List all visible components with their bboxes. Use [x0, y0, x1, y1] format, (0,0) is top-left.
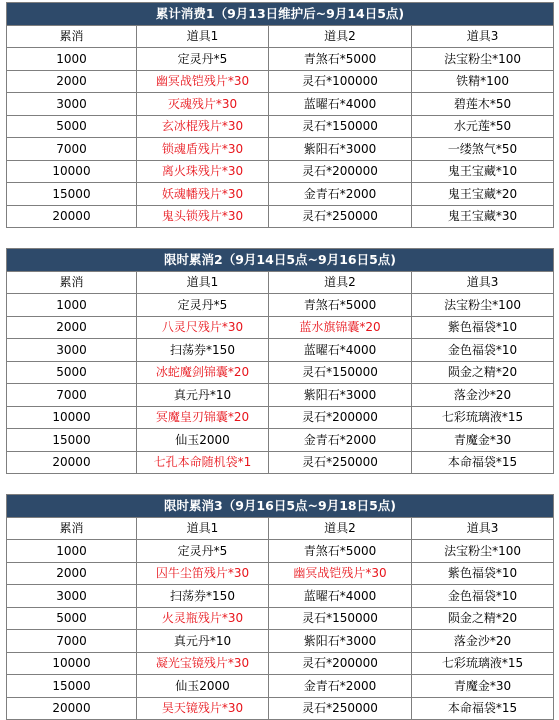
- table-row: [7, 429, 554, 452]
- spend-threshold-cell: 10000: [7, 652, 137, 675]
- column-header: 道具3: [412, 517, 554, 540]
- spend-threshold-cell: 3000: [7, 585, 137, 608]
- table-row: [7, 630, 554, 653]
- spend-threshold-cell: 20000: [7, 697, 137, 720]
- table-row: [7, 607, 554, 630]
- reward-item-cell: 一缕煞气*50: [412, 138, 554, 161]
- reward-item-cell: 鬼王宝藏*20: [412, 183, 554, 206]
- reward-item-cell: 金色福袋*10: [412, 585, 554, 608]
- reward-tables: [6, 2, 553, 720]
- table-title-row: [7, 495, 554, 518]
- reward-item-cell: 紫阳石*3000: [269, 630, 412, 653]
- reward-item-cell: 仙玉2000: [137, 429, 269, 452]
- reward-item-cell: 凝光宝镜残片*30: [137, 652, 269, 675]
- column-header: 累消: [7, 517, 137, 540]
- reward-item-cell: 金青石*2000: [269, 675, 412, 698]
- event-table-1: [6, 2, 554, 228]
- reward-item-cell: 鬼王宝藏*30: [412, 205, 554, 228]
- table-row: [7, 138, 554, 161]
- reward-item-cell: 青煞石*5000: [269, 540, 412, 563]
- table-header-row: [7, 271, 554, 294]
- reward-item-cell: 灵石*250000: [269, 205, 412, 228]
- reward-item-cell: 本命福袋*15: [412, 451, 554, 474]
- spend-threshold-cell: 7000: [7, 138, 137, 161]
- reward-item-cell: 金青石*2000: [269, 429, 412, 452]
- reward-item-cell: 仙玉2000: [137, 675, 269, 698]
- table-row: [7, 339, 554, 362]
- table-row: [7, 384, 554, 407]
- spend-threshold-cell: 3000: [7, 339, 137, 362]
- table-row: [7, 316, 554, 339]
- reward-item-cell: 灵石*200000: [269, 160, 412, 183]
- reward-item-cell: 冰蛇魔剑锦囊*20: [137, 361, 269, 384]
- reward-item-cell: 陨金之精*20: [412, 607, 554, 630]
- reward-item-cell: 青煞石*5000: [269, 294, 412, 317]
- spend-threshold-cell: 5000: [7, 607, 137, 630]
- column-header: 累消: [7, 271, 137, 294]
- table-row: [7, 562, 554, 585]
- reward-item-cell: 八灵尺残片*30: [137, 316, 269, 339]
- table-header-row: [7, 25, 554, 48]
- reward-item-cell: 灵石*150000: [269, 607, 412, 630]
- reward-item-cell: 妖魂幡残片*30: [137, 183, 269, 206]
- reward-item-cell: 火灵瓶残片*30: [137, 607, 269, 630]
- table-row: [7, 115, 554, 138]
- spend-threshold-cell: 7000: [7, 630, 137, 653]
- reward-item-cell: 玄冰棍残片*30: [137, 115, 269, 138]
- reward-item-cell: 灵石*150000: [269, 115, 412, 138]
- column-header: 道具2: [269, 517, 412, 540]
- reward-item-cell: 昊天镜残片*30: [137, 697, 269, 720]
- table-row: [7, 585, 554, 608]
- reward-item-cell: 鬼王宝藏*10: [412, 160, 554, 183]
- reward-item-cell: 七彩琉璃液*15: [412, 652, 554, 675]
- spend-threshold-cell: 7000: [7, 384, 137, 407]
- spend-threshold-cell: 20000: [7, 205, 137, 228]
- spend-threshold-cell: 2000: [7, 562, 137, 585]
- reward-item-cell: 青煞石*5000: [269, 48, 412, 71]
- reward-item-cell: 灵石*250000: [269, 697, 412, 720]
- spend-threshold-cell: 2000: [7, 70, 137, 93]
- reward-item-cell: 幽冥战铠残片*30: [269, 562, 412, 585]
- table-row: [7, 205, 554, 228]
- reward-item-cell: 青魔金*30: [412, 429, 554, 452]
- column-header: 道具2: [269, 271, 412, 294]
- table-row: [7, 93, 554, 116]
- table-row: [7, 183, 554, 206]
- reward-item-cell: 离火珠残片*30: [137, 160, 269, 183]
- reward-item-cell: 陨金之精*20: [412, 361, 554, 384]
- reward-item-cell: 紫阳石*3000: [269, 384, 412, 407]
- spend-threshold-cell: 1000: [7, 48, 137, 71]
- reward-item-cell: 灵石*250000: [269, 451, 412, 474]
- reward-item-cell: 本命福袋*15: [412, 697, 554, 720]
- event-table-3: [6, 494, 554, 720]
- reward-item-cell: 真元丹*10: [137, 630, 269, 653]
- spend-threshold-cell: 1000: [7, 294, 137, 317]
- spend-threshold-cell: 5000: [7, 361, 137, 384]
- table-row: [7, 70, 554, 93]
- reward-item-cell: 铁精*100: [412, 70, 554, 93]
- spend-threshold-cell: 5000: [7, 115, 137, 138]
- reward-item-cell: 紫色福袋*10: [412, 562, 554, 585]
- reward-item-cell: 灵石*200000: [269, 652, 412, 675]
- spend-threshold-cell: 10000: [7, 406, 137, 429]
- column-header: 道具3: [412, 271, 554, 294]
- reward-item-cell: 真元丹*10: [137, 384, 269, 407]
- table-row: [7, 406, 554, 429]
- reward-item-cell: 七孔本命随机袋*1: [137, 451, 269, 474]
- reward-item-cell: 定灵丹*5: [137, 540, 269, 563]
- table-row: [7, 652, 554, 675]
- table-header-row: [7, 517, 554, 540]
- table-title-row: [7, 3, 554, 26]
- reward-item-cell: 灵石*150000: [269, 361, 412, 384]
- reward-item-cell: 蓝水旗锦囊*20: [269, 316, 412, 339]
- reward-item-cell: 金色福袋*10: [412, 339, 554, 362]
- column-header: 道具1: [137, 517, 269, 540]
- reward-item-cell: 定灵丹*5: [137, 294, 269, 317]
- spend-threshold-cell: 15000: [7, 429, 137, 452]
- spend-threshold-cell: 1000: [7, 540, 137, 563]
- spend-threshold-cell: 15000: [7, 183, 137, 206]
- column-header: 道具2: [269, 25, 412, 48]
- reward-item-cell: 灵石*200000: [269, 406, 412, 429]
- reward-item-cell: 落金沙*20: [412, 630, 554, 653]
- reward-item-cell: 法宝粉尘*100: [412, 48, 554, 71]
- spend-threshold-cell: 15000: [7, 675, 137, 698]
- table-title: 累计消费1（9月13日维护后~9月14日5点): [7, 3, 554, 26]
- table-row: [7, 675, 554, 698]
- reward-item-cell: 定灵丹*5: [137, 48, 269, 71]
- table-title: 限时累消2（9月14日5点~9月16日5点): [7, 249, 554, 272]
- column-header: 道具3: [412, 25, 554, 48]
- reward-item-cell: 冥魔皇刃锦囊*20: [137, 406, 269, 429]
- table-row: [7, 294, 554, 317]
- table-row: [7, 361, 554, 384]
- spend-threshold-cell: 2000: [7, 316, 137, 339]
- column-header: 累消: [7, 25, 137, 48]
- reward-item-cell: 蓝曜石*4000: [269, 585, 412, 608]
- table-row: [7, 160, 554, 183]
- reward-item-cell: 扫荡券*150: [137, 585, 269, 608]
- reward-item-cell: 碧莲木*50: [412, 93, 554, 116]
- reward-item-cell: 蓝曜石*4000: [269, 93, 412, 116]
- reward-item-cell: 金青石*2000: [269, 183, 412, 206]
- spend-threshold-cell: 20000: [7, 451, 137, 474]
- reward-item-cell: 紫色福袋*10: [412, 316, 554, 339]
- column-header: 道具1: [137, 25, 269, 48]
- table-row: [7, 48, 554, 71]
- reward-item-cell: 蓝曜石*4000: [269, 339, 412, 362]
- reward-item-cell: 紫阳石*3000: [269, 138, 412, 161]
- reward-item-cell: 鬼头锁残片*30: [137, 205, 269, 228]
- table-gap: [6, 228, 553, 248]
- spend-threshold-cell: 10000: [7, 160, 137, 183]
- table-title-row: [7, 249, 554, 272]
- column-header: 道具1: [137, 271, 269, 294]
- reward-item-cell: 锁魂盾残片*30: [137, 138, 269, 161]
- reward-item-cell: 法宝粉尘*100: [412, 294, 554, 317]
- reward-item-cell: 七彩琉璃液*15: [412, 406, 554, 429]
- spend-threshold-cell: 3000: [7, 93, 137, 116]
- table-gap: [6, 474, 553, 494]
- reward-item-cell: 扫荡券*150: [137, 339, 269, 362]
- reward-item-cell: 落金沙*20: [412, 384, 554, 407]
- reward-item-cell: 灵石*100000: [269, 70, 412, 93]
- table-row: [7, 451, 554, 474]
- table-row: [7, 540, 554, 563]
- reward-item-cell: 囚牛尘笛残片*30: [137, 562, 269, 585]
- table-row: [7, 697, 554, 720]
- reward-item-cell: 青魔金*30: [412, 675, 554, 698]
- reward-item-cell: 法宝粉尘*100: [412, 540, 554, 563]
- reward-item-cell: 灭魂残片*30: [137, 93, 269, 116]
- reward-item-cell: 水元莲*50: [412, 115, 554, 138]
- reward-item-cell: 幽冥战铠残片*30: [137, 70, 269, 93]
- table-title: 限时累消3（9月16日5点~9月18日5点): [7, 495, 554, 518]
- event-table-2: [6, 248, 554, 474]
